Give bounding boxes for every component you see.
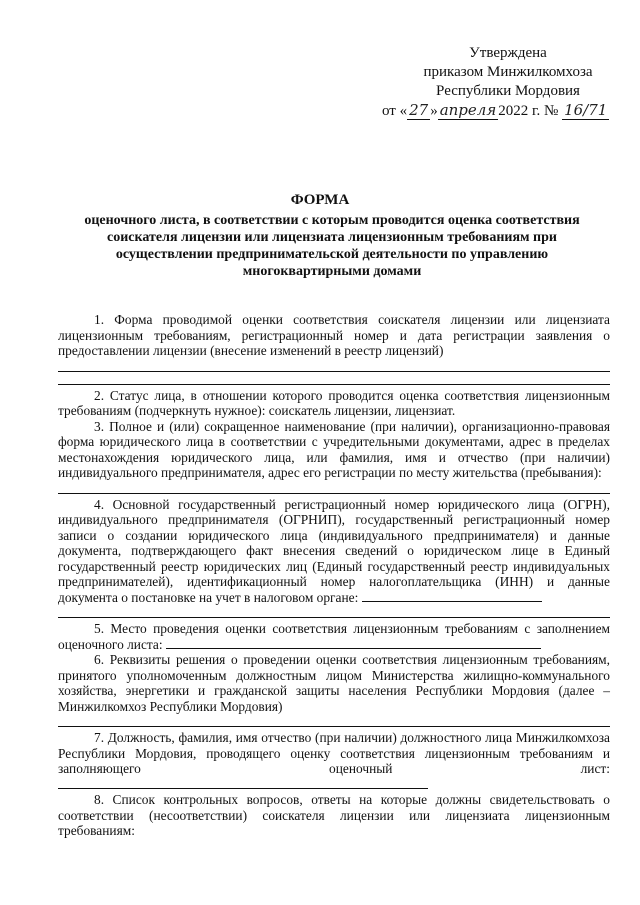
paragraph-8: 8. Список контрольных вопросов, ответы на которые должны свидетельствовать о соответствии (несоответствии) соискателя лицензии или лицензиата лицензионным требованиям: [58,792,610,838]
order-number-handwritten: 16/71 [564,101,608,119]
form-body [58,312,610,839]
approval-line-republic: Республики Мордовия [436,83,580,99]
paragraph-3: 3. Полное и (или) сокращенное наименование (при наличии), организационно-правовая форма юридического лица в соответствии с учредительными документами, адрес в пределах местонахождения юридического лица, или фамилия, имя и отчество (при наличии) индивидуального предпринимателя, адрес его регистрации по месту жительства (пребывания): [58,418,610,480]
paragraph-4-text: 4. Основной государственный регистрационный номер юридического лица (ОГРН), индивидуального предпринимателя (ОГРНИП), государственный регистрационный номер записи о создании юридического лица (индивидуального предпринимателя) и данные документа, подтверждающего факт внесения сведений о юридическом лице в Единый государственный реестр юридических лиц (Единый государственный реестр индивидуальных предпринимателей), идентификационный номер налогоплательщика (ИНН) и данные документа о постановке на учет в налоговом органе: [58,496,610,605]
fill-line-4-inline [362,591,542,602]
date-day-handwritten: 27 [409,101,429,119]
fill-line-5-inline [166,638,541,649]
paragraph-2: 2. Статус лица, в отношении которого проводится оценка соответствия лицензионным требованиям (подчеркнуть нужное): соискатель лицензии, лицензиат. [58,387,610,418]
paragraph-4 [58,497,610,606]
date-mid: » [430,103,438,119]
paragraph-5-text: 5. Место проведения оценки соответствия лицензионным требованиям с заполнением оценочного листа: [58,621,610,652]
date-prefix: от « [382,103,408,119]
fill-line-6 [58,714,610,727]
approval-block [382,44,618,121]
form-subtitle: оценочного листа, в соответствии с которым проводится оценка соответствия соискателя лицензии или лицензиата лицензионным требованиям при осуществлении предпринимательской деятельности по управлению многоквартирными домами [84,213,580,279]
date-suffix: 2022 г. № [498,103,559,119]
paragraph-5 [58,621,610,652]
fill-line-1b [58,372,610,385]
paragraph-7 [58,730,610,792]
approval-line-approved: Утверждена [469,45,547,61]
paragraph-6: 6. Реквизиты решения о проведении оценки соответствия лицензионным требованиям, принятого уполномоченным должностным лицом Министерства жилищно-коммунального хозяйства, энергетики и гражданской защиты населения Республики Мордовия (далее – Минжилкомхоз Республики Мордовия) [58,652,610,714]
approval-line-order: приказом Минжилкомхоза [423,64,593,80]
fill-line-7-inline [58,778,428,789]
paragraph-7-text: 7. Должность, фамилия, имя отчество (при наличии) должностного лица Минжилкомхоза Республики Мордовия, проводящего оценку соответствия лицензионным требованиям и заполняющего оценочный лист: [58,730,610,776]
approval-date-number [382,101,618,121]
paragraph-1: 1. Форма проводимой оценки соответствия соискателя лицензии или лицензиата лицензионным требованиям, регистрационный номер и дата регистрации заявления о предоставлении лицензии (внесение изменений в реестр лицензий) [58,312,610,358]
date-month-handwritten: апреля [439,101,497,119]
fill-line-1a [58,359,610,372]
fill-line-3 [58,481,610,494]
fill-line-4 [58,605,610,618]
form-title: ФОРМА [290,192,350,208]
